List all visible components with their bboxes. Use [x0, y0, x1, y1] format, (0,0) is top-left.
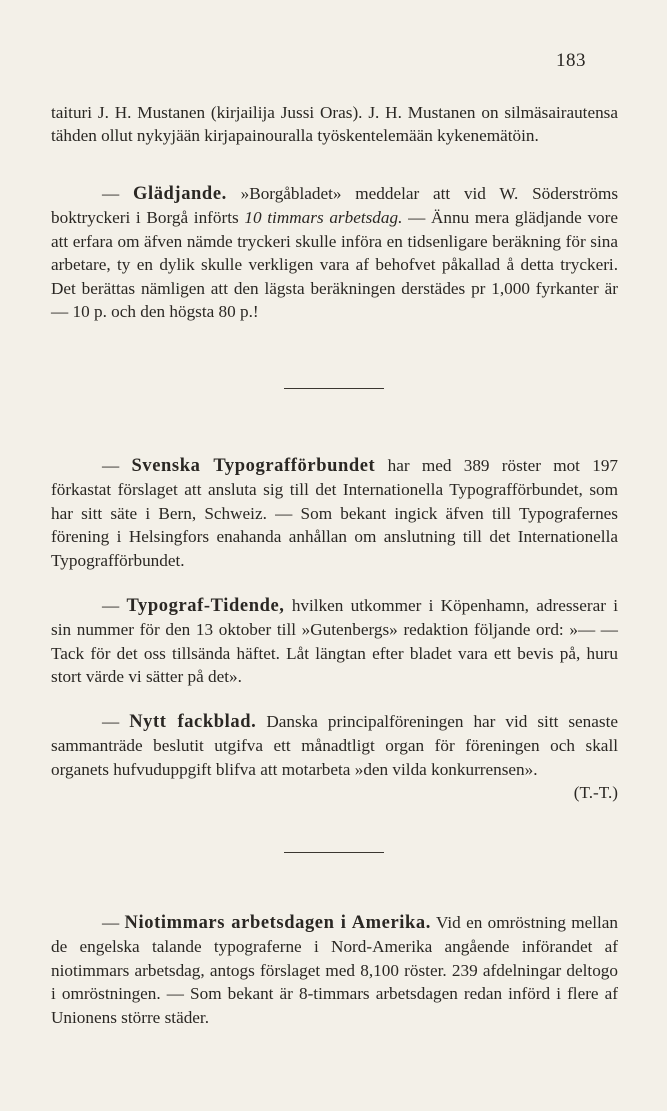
- paragraph-mustanen: [51, 101, 618, 148]
- dash: —: [102, 913, 125, 932]
- paragraph-text: »Borgåbladet» meddelar att vid W. Söderströms boktryckeri i Borgå införts: [51, 184, 619, 228]
- paragraph-gladjande: [51, 182, 618, 323]
- dash: —: [102, 712, 130, 731]
- paragraph-text: Danska principalföreningen har vid sitt senaste sammanträde beslutit utgifva ett månadtligt organ för föreningen och skall organets hufvuduppgift blifva att motarbeta »den vilda konkurrensen».: [51, 712, 618, 779]
- heading-typograf-tidende: Typograf-Tidende,: [126, 596, 285, 616]
- paragraph-text: hvilken utkommer i Köpenhamn, adresserar i sin nummer för den 13 oktober till »Gutenbergs» redaktion följande ord: »— — Tack för det oss tillsända häftet. Låt längtan efter bladet vara ett bevis på, huru stort värde vi sätter på det».: [51, 596, 618, 687]
- paragraph-svenska-typografforbundet: [51, 454, 618, 572]
- page-number: 183: [556, 50, 586, 71]
- paragraph-text: — Ännu mera glädjande vore att erfara om äfven nämde tryckeri skulle införa en tidsenligare beräkning för sina arbetare, ty en dylik skulle verkligen vara af behofvet påkallad å detta tryckeri. Det berättas nämligen att den lägsta beräkningen derstädes pr 1,000 fyrkanter är — 10 p. och den högsta 80 p.!: [51, 208, 618, 322]
- dash: —: [102, 596, 127, 615]
- section-divider: [284, 388, 384, 389]
- heading-gladjande: Glädjande.: [132, 184, 227, 204]
- paragraph-niotimmars: [51, 911, 618, 1029]
- dash: —: [102, 456, 132, 475]
- heading-niotimmars: Niotimmars arbetsdagen i Amerika.: [124, 913, 432, 933]
- paragraph-text: taituri J. H. Mustanen (kirjailija Jussi Oras). J. H. Mustanen on silmäsairautensa tähden ollut nykyjään kirjapainouralla työskentelemään kykenemätöin.: [51, 103, 618, 146]
- emphasis-text: 10 timmars arbetsdag.: [244, 208, 403, 228]
- heading-nytt-fackblad: Nytt fackblad.: [129, 712, 257, 732]
- section-divider: [284, 852, 384, 853]
- heading-svenska-typografforbundet: Svenska Typografförbundet: [131, 456, 376, 476]
- paragraph-typograf-tidende: [51, 594, 618, 689]
- dash: —: [102, 184, 133, 203]
- paragraph-text: Vid en omröstning mellan de engelska talande typograferne i Nord-Amerika angående införandet af niotimmars arbetsdag, antogs förslaget med 8,100 röster. 239 afdelningar deltogo i omröstningen. — Som bekant är 8-timmars arbetsdagen redan införd i flere af Unionens större städer.: [51, 913, 619, 1027]
- paragraph-text: har med 389 röster mot 197 förkastat förslaget att ansluta sig till det Internationella Typografförbundet, som har sitt säte i Bern, Schweiz. — Som bekant ingick äfven till Typografernes förening i Helsingfors enahanda anhållan om anslutning till det Internationella Typografförbundet.: [51, 456, 619, 570]
- paragraph-nytt-fackblad: [51, 710, 618, 805]
- signature: (T.-T.): [573, 783, 618, 803]
